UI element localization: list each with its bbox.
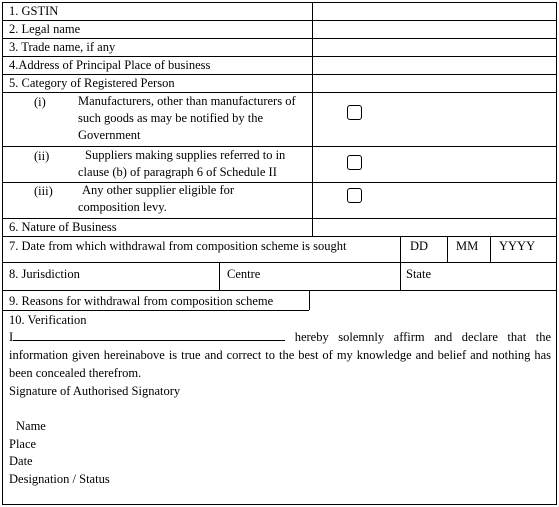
declaration-text [9, 328, 551, 382]
category-text: Any other supplier eligible for composition levy. [78, 183, 235, 214]
centre-label: Centre [227, 267, 261, 281]
place-label: Place [9, 437, 37, 451]
date-label: Date [9, 454, 33, 468]
category-number: (iii) [34, 184, 53, 198]
category-checkbox[interactable] [347, 155, 362, 170]
withdrawal-date-label: 7. Date from which withdrawal from composition scheme is sought [9, 239, 347, 253]
declarant-name-blank [13, 328, 285, 341]
category-checkbox[interactable] [347, 188, 362, 203]
signature-label: Signature of Authorised Signatory [9, 384, 181, 398]
address-label: 4.Address of Principal Place of business [9, 58, 211, 72]
category-text: Manufacturers, other than manufacturers of such goods as may be notified by the Government [78, 94, 296, 142]
verification-title: 10. Verification [9, 313, 87, 327]
state-label: State [406, 267, 431, 281]
month-field-label: MM [456, 239, 479, 253]
category-label: 5. Category of Registered Person [9, 76, 175, 90]
trade-name-label: 3. Trade name, if any [9, 40, 116, 54]
category-text: Suppliers making supplies referred to in clause (b) of paragraph 6 of Schedule II [78, 148, 286, 179]
reasons-label: 9. Reasons for withdrawal from composition scheme [9, 294, 274, 308]
year-field-label: YYYY [499, 239, 536, 253]
day-field-label: DD [410, 239, 429, 253]
legal-name-label: 2. Legal name [9, 22, 81, 36]
category-number: (ii) [34, 149, 50, 163]
jurisdiction-label: 8. Jurisdiction [9, 267, 80, 281]
name-label: Name [16, 419, 46, 433]
designation-label: Designation / Status [9, 472, 110, 486]
gstin-label: 1. GSTIN [9, 4, 59, 18]
nature-label: 6. Nature of Business [9, 220, 117, 234]
category-number: (i) [34, 95, 46, 109]
declarant-prefix: I [9, 330, 14, 344]
category-checkbox[interactable] [347, 105, 362, 120]
declaration-statement: hereby solemnly affirm and declare that the information given hereinabove is true and correct to the best of my knowledge and belief and nothing has been concealed therefrom. [9, 330, 551, 380]
